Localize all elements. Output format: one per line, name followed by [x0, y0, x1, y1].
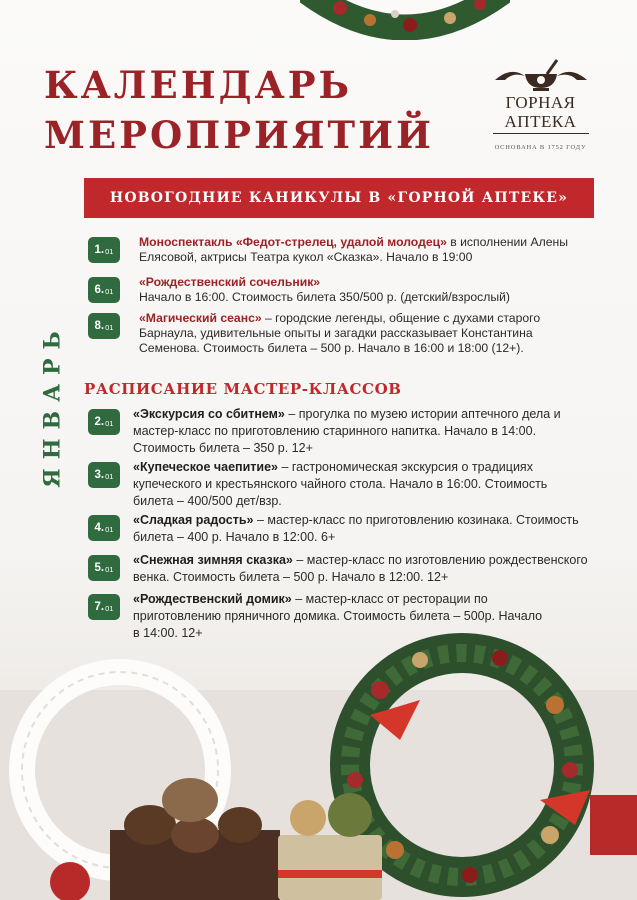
masterclasses-heading: РАСПИСАНИЕ МАСТЕР-КЛАССОВ: [84, 380, 402, 398]
badge-day: 2.: [94, 416, 105, 428]
badge-day: 4.: [94, 522, 105, 534]
date-badge: [88, 313, 120, 339]
date-badge: [88, 409, 120, 435]
masterclass-item: [88, 512, 588, 546]
date-badge: [88, 515, 120, 541]
logo-founded: ОСНОВАНА В 1752 ГОДУ: [494, 144, 587, 151]
badge-day: 8.: [94, 320, 105, 332]
masterclass-details: – прогулка по музею истории аптечного дела и мастер-класс по приготовлению старинного напитка. Начало в 14:00. Стоимость билета – 350 р. 12+: [133, 407, 561, 455]
masterclass-description: [133, 459, 588, 510]
masterclass-title: «Рождественский домик»: [133, 592, 292, 606]
badge-day: 3.: [94, 469, 105, 481]
date-badge: [88, 555, 120, 581]
christmas-decoration-illustration: [0, 620, 637, 900]
badge-day: 5.: [94, 562, 105, 574]
masterclass-title: «Экскурсия со сбитнем»: [133, 407, 285, 421]
page-title: [44, 60, 434, 160]
logo-name-line-2: АПТЕКА: [504, 112, 577, 131]
masterclass-details: – мастер-класс от ресторации по приготовлению пряничного домика. Стоимость билета – 500р. Начало в 14:00. 12+: [133, 592, 543, 640]
badge-day: 7.: [94, 601, 105, 613]
event-details: – городские легенды, общение с духами старого Барнаула, удивительные опыты и загадки рассказывает Константина Семенова. Стоимость билета – 500 р. Начало в 16:00 и 18:00 (12+).: [139, 311, 541, 355]
badge-day: 6.: [94, 284, 105, 296]
masterclass-description: [133, 552, 588, 586]
badge-month: 01: [105, 565, 114, 574]
date-badge: [88, 277, 120, 303]
event-item: [88, 275, 568, 305]
logo-name-line-1: ГОРНАЯ: [505, 93, 576, 112]
badge-month: 01: [105, 247, 114, 256]
holiday-banner: НОВОГОДНИЕ КАНИКУЛЫ В «ГОРНОЙ АПТЕКЕ»: [84, 178, 594, 218]
badge-month: 01: [105, 604, 114, 613]
event-details: Начало в 16:00. Стоимость билета 350/500 р. (детский/взрослый): [139, 290, 510, 304]
masterclass-details: – гастрономическая экскурсия о традициях купеческого и крестьянского чайного стола. Начало в 16:00. Стоимость билета – 400/500 дет/взр.: [133, 460, 548, 508]
event-title: «Магический сеанс»: [139, 311, 262, 325]
mortar-emblem-icon: [491, 58, 591, 92]
event-description: [139, 275, 510, 305]
badge-day: 1.: [94, 244, 105, 256]
gift-box-icon: [590, 795, 637, 855]
masterclass-item: [88, 459, 588, 510]
title-line-2: МЕРОПРИЯТИЙ: [44, 113, 435, 157]
badge-month: 01: [105, 287, 114, 296]
ornament-basket-icon: [278, 793, 382, 900]
badge-month: 01: [105, 472, 114, 481]
event-title: «Рождественский сочельник»: [139, 275, 321, 289]
gornaya-apteka-logo: [488, 58, 593, 151]
masterclass-title: «Сладкая радость»: [133, 513, 254, 527]
title-line-1: КАЛЕНДАРЬ: [44, 63, 353, 107]
top-wreath-decoration: [300, 0, 510, 40]
badge-month: 01: [105, 525, 114, 534]
masterclass-title: «Снежная зимняя сказка»: [133, 553, 293, 567]
event-item: [88, 235, 568, 265]
masterclass-item: [88, 552, 588, 586]
event-details: в исполнении Алены Елясовой, актрисы Театра кукол «Сказка». Начало в 19:00: [139, 235, 568, 264]
masterclass-description: [133, 512, 588, 546]
event-description: [139, 235, 568, 265]
masterclass-details: – мастер-класс по изготовлению рождественского венка. Стоимость билета – 500 р. Начало в 12:00. 12+: [133, 553, 588, 584]
masterclass-details: – мастер-класс по приготовлению козинака. Стоимость билета – 400 р. Начало в 12:00. 6+: [133, 513, 579, 544]
month-label: [28, 240, 78, 570]
month-text: ЯНВАРЬ: [40, 322, 66, 488]
masterclass-description: [133, 406, 588, 457]
event-item: [88, 311, 548, 356]
date-badge: [88, 462, 120, 488]
badge-month: 01: [105, 419, 114, 428]
masterclass-title: «Купеческое чаепитие»: [133, 460, 278, 474]
event-title: Моноспектакль «Федот-стрелец, удалой молодец»: [139, 235, 447, 249]
badge-month: 01: [105, 323, 114, 332]
date-badge: [88, 594, 120, 620]
event-description: [139, 311, 548, 356]
date-badge: [88, 237, 120, 263]
masterclass-item: [88, 406, 588, 457]
logo-divider: [493, 133, 589, 134]
